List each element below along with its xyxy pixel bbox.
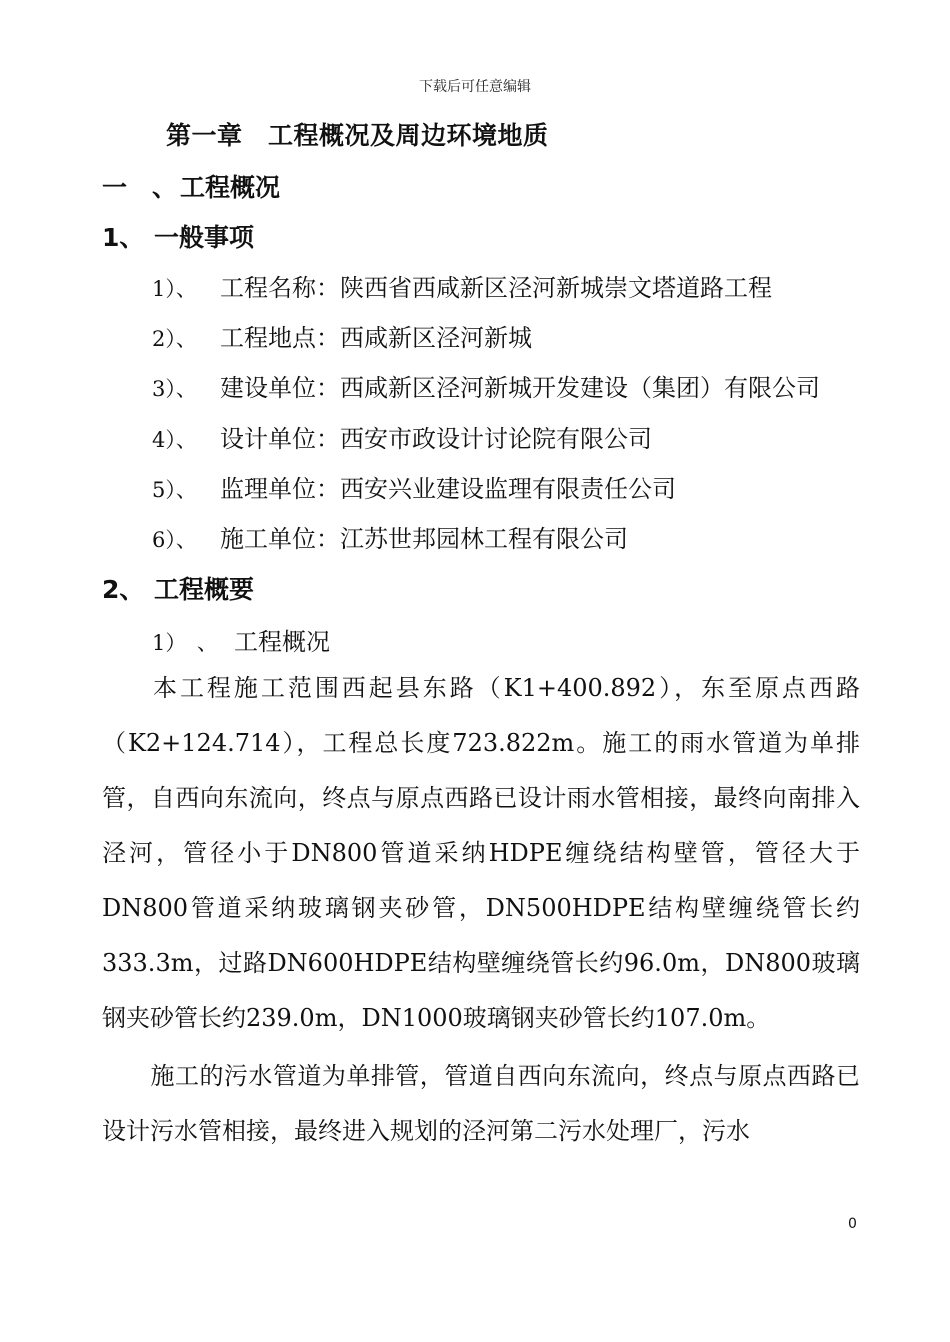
list-item (152, 469, 676, 504)
list-item-text: 工程名称：陕西省西咸新区泾河新城崇文塔道路工程 (220, 274, 772, 302)
subsection-title: 一般事项 (154, 223, 255, 252)
page-number: 0 (848, 1216, 857, 1232)
list-item (152, 318, 532, 353)
list-item (152, 419, 652, 454)
subsection-number: 2、 (102, 575, 145, 604)
subsection-heading-1 (102, 218, 254, 254)
page-header: 下载后可任意编辑 (419, 79, 531, 95)
list-item (152, 368, 820, 403)
paragraph-text: 施工的污水管道为单排管，管道自西向东流向，终点与原点西路已设计污水管相接，最终进入规划的泾河第二污水处理厂，污水 (102, 1062, 860, 1145)
section-number: 一 、 (102, 173, 178, 202)
list-item-number: 1）、 (152, 277, 197, 301)
body-paragraph-2 (102, 1049, 860, 1159)
list-item-number: 6）、 (152, 528, 197, 552)
subsection-number: 1、 (102, 223, 145, 252)
subsection-item-number: 1） 、 (152, 631, 218, 655)
paragraph-text: 本工程施工范围西起县东路（K1+400.892），东至原点西路（K2+124.714），工程总长度723.822m。施工的雨水管道为单排管，自西向东流向，终点与原点西路已设计雨水管相接，最终向南排入泾河，管径小于DN800管道采纳HDPE缠绕结构壁管，管径大于DN800管道采纳玻璃钢夹砂管，DN500HDPE结构壁缠绕管长约333.3m，过路DN600HDPE结构壁缠绕管长约96.0m，DN800玻璃钢夹砂管长约239.0m，DN1000玻璃钢夹砂管长约107.0m。 (102, 674, 860, 1032)
list-item-text: 监理单位：西安兴业建设监理有限责任公司 (220, 475, 676, 503)
subsection-item-text: 工程概况 (234, 628, 330, 656)
subsection-item (152, 622, 330, 657)
chapter-title: 第一章 工程概况及周边环境地质 (166, 121, 549, 150)
subsection-heading-2 (102, 570, 254, 606)
list-item-number: 4）、 (152, 428, 197, 452)
list-item-text: 工程地点：西咸新区泾河新城 (220, 324, 532, 352)
list-item (152, 519, 628, 554)
subsection-title: 工程概要 (154, 575, 255, 604)
section-title: 工程概况 (180, 173, 281, 202)
list-item-number: 3）、 (152, 377, 197, 401)
list-item-number: 2）、 (152, 327, 197, 351)
list-item-text: 建设单位：西咸新区泾河新城开发建设（集团）有限公司 (220, 374, 820, 402)
section-heading-1 (102, 168, 280, 204)
list-item-text: 设计单位：西安市政设计讨论院有限公司 (220, 425, 652, 453)
body-paragraph-1 (102, 661, 860, 1046)
list-item (152, 268, 772, 303)
list-item-number: 5）、 (152, 478, 197, 502)
list-item-text: 施工单位：江苏世邦园林工程有限公司 (220, 525, 628, 553)
